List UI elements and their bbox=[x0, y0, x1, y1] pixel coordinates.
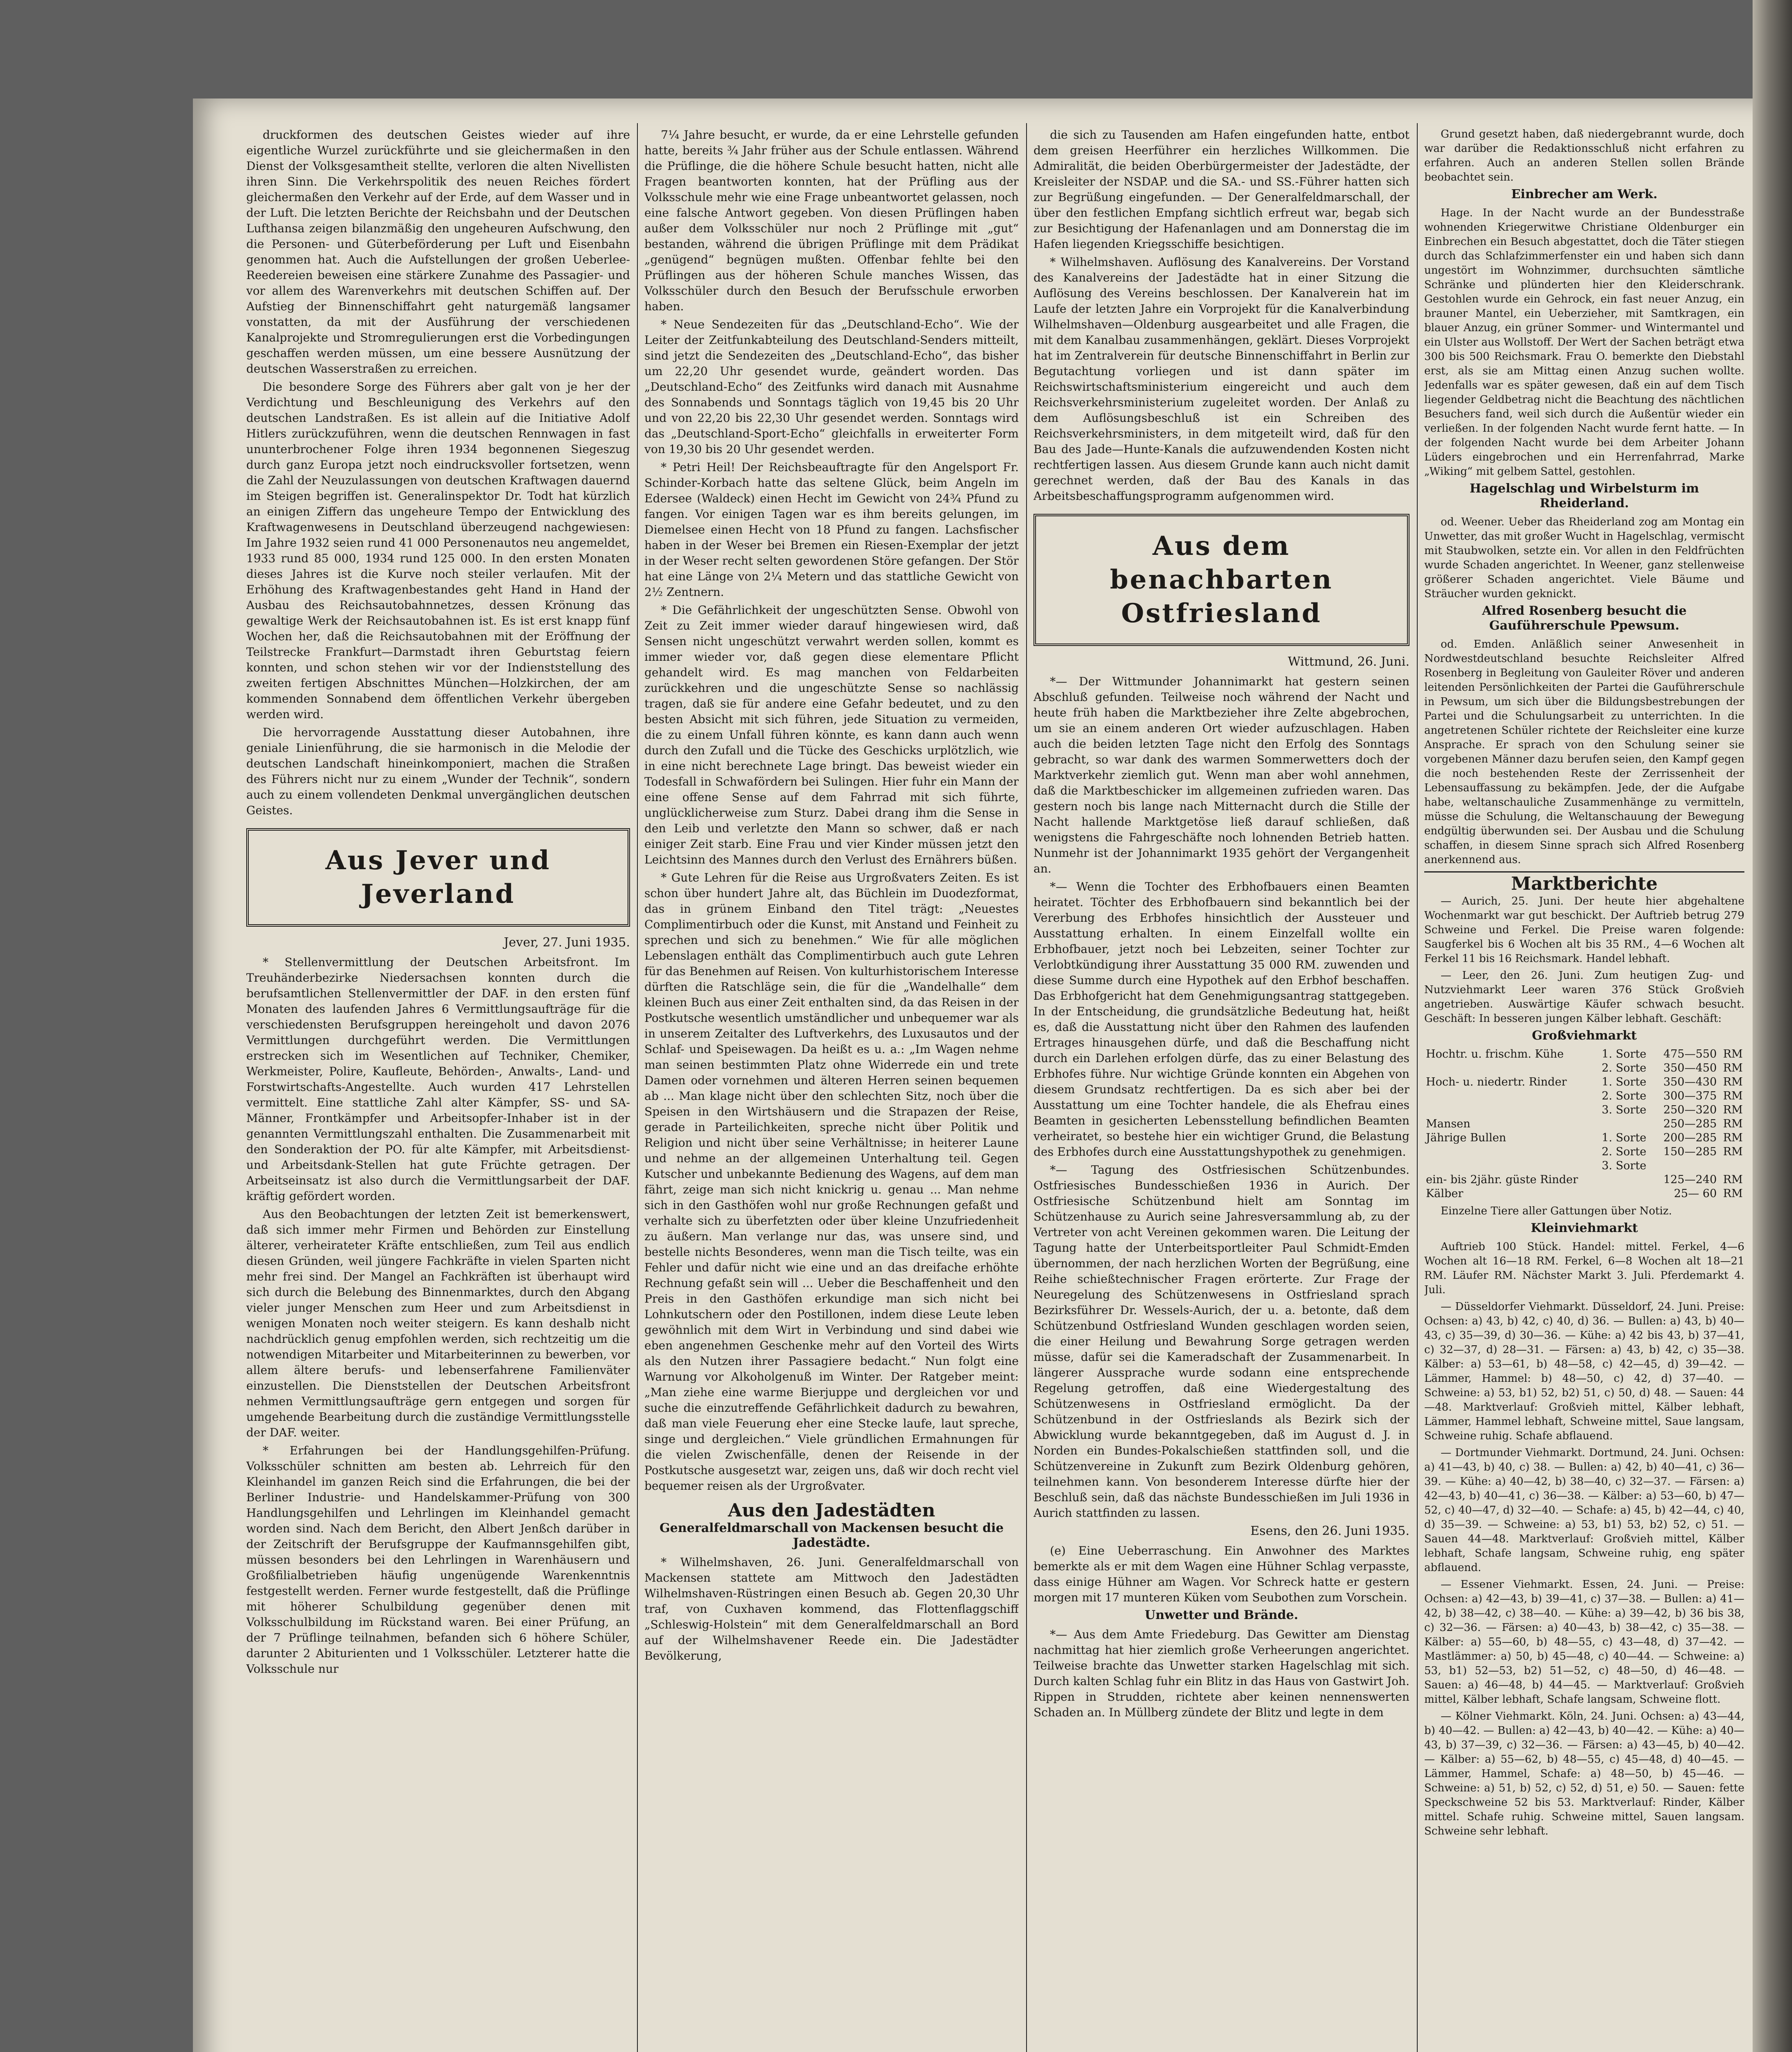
price-unit: RM bbox=[1723, 1076, 1743, 1088]
article-paragraph: druckformen des deutschen Geistes wieder auf ihre eigentliche Wurzel zurückführte und sie gleichermaßen in den Dienst der Volksgesamtheit stellte, verloren die alten Nivellisten ihren Sinn. Die Verkehrspolitik des neuen Reiches fördert gleichermaßen den Verkehr auf der Erde, auf dem Wasser und in der Luft. Die letzten Berichte der Reichsbahn und der Deutschen Lufthansa zeigen bilanzmäßig den ungeheuren Aufschwung, den die Personen- und Güterbeförderung per Luft und Eisenbahn genommen hat. Auch die Aufstellungen der großen Ueberlee-Reedereien beweisen eine stärkere Zunahme des Passagier- und vor allem des Warenverkehrs mit deutschen Schiffen auf. Der Aufstieg der Binnenschiffahrt geht naturgemäß langsamer vonstatten, da mit der Ausführung der verschiedenen Kanalprojekte und Stromregulierungen erst die Vorbedingungen geschaffen werden müssen, um eine bessere Ausnützung der deutschen Wasserstraßen zu erreichen. bbox=[246, 128, 630, 376]
price-unit: RM bbox=[1723, 1048, 1743, 1060]
article-paragraph: * Neue Sendezeiten für das „Deutschland-Echo“. Wie der Leiter der Zeitfunkabteilung des Deutschland-Senders mitteilt, sind jetzt die Sendezeiten des „Deutschland-Echo“, das bisher um 22,20 Uhr gesendet wurde, geändert worden. Das „Deutschland-Echo“ des Zeitfunks wird danach mit Ausnahme des Sonnabends und Sonntags täglich von 19,45 bis 20 Uhr und von 22,20 bis 22,30 Uhr gesendet werden. Sonntags wird das „Deutschland-Sport-Echo“ gleichfalls in erweiterter Form von 19,30 bis 20 Uhr gesendet werden. bbox=[644, 318, 1019, 456]
subheading: Großviehmarkt bbox=[1532, 1028, 1637, 1043]
price-range bbox=[1654, 1159, 1718, 1173]
market-paragraph: — Dortmunder Viehmarkt. Dortmund, 24. Juni. Ochsen: a) 41—43, b) 40, c) 38. — Bullen: a) 42, b) 40—41, c) 36—39. — Kühe: a) 40—42, b) 38—40, c) 32—37. — Färsen: a) 42—43, b) 40—41, c) 36—38. — Kälber: a) 53—60, b) 47—52, c) 40—47, d) 32—40. — Schafe: a) 45, b) 42—44, c) 40, d) 35—39. — Schweine: a) 53, b1) 53, b2) 52, c) 51. — Sauen 44—48. Marktverlauf: Großvieh mittel, Kälber lebhaft, Schafe langsam, Schweine ruhig, eng später abflauend. bbox=[1424, 1447, 1744, 1574]
article-paragraph: Die besondere Sorge des Führers aber galt von je her der Verdichtung und Beschleunigung des Verkehrs auf den deutschen Landstraßen. Es ist allein auf die Initiative Adolf Hitlers zurückzuführen, wenn die deutschen Rennwagen in fast ununterbrochener Folge ihren 1934 begonnenen Siegeszug durch ganz Europa jetzt noch eindrucksvoller fortsetzen, wenn die Zahl der Neuzulassungen von deutschen Kraftwagen dauernd im Steigen begriffen ist. Generalinspektor Dr. Todt hat kürzlich an einigen Ziffern das ungeheure Tempo der Entwicklung des Kraftwagenwesens in Deutschland überzeugend nachgewiesen: Im Jahre 1932 seien rund 41 000 Personenautos neu angemeldet, 1933 rund 85 000, 1934 rund 125 000. In den ersten Monaten dieses Jahres ist die Kurve noch steiler verlaufen. Mit der Erhöhung des Kraftwagenbestandes geht Hand in Hand der Ausbau des Reichsautobahnnetzes, dessen Krönung das gewaltige Werk der Reichsautobahnen ist. Es ist erst knapp fünf Wochen her, daß die Reichsautobahnen mit der Eröffnung der Teilstrecke Frankfurt—Darmstadt ihren Geburtstag feiern konnten, und schon stehen wir vor der Indienststellung des zweiten fertigen Abschnittes München—Holzkirchen, der am kommenden Sonnabend dem öffentlichen Verkehr übergeben werden wird. bbox=[246, 380, 630, 721]
article-paragraph: * Petri Heil! Der Reichsbeauftragte für den Angelsport Fr. Schinder-Korbach hatte das seltene Glück, beim Angeln im Edersee (Waldeck) einen Hecht im Gewicht von 24¾ Pfund zu fangen. Vor einigen Tagen war es ihm bereits gelungen, im Diemelsee einen Hecht von 18 Pfund zu fangen. Lachsfischer haben in der Weser bei Bremen ein Riesen-Exemplar der jetzt in der Weser recht selten gewordenen Störe gefangen. Der Stör hat eine Länge von 2¼ Metern und das stattliche Gewicht von 2½ Zentnern. bbox=[644, 460, 1019, 599]
market-paragraph: — Düsseldorfer Viehmarkt. Düsseldorf, 24. Juni. Preise: Ochsen: a) 43, b) 42, c) 40, d) 36. — Bullen: a) 43, b) 40—43, c) 35—39, d) 30—36. — Kühe: a) 42 bis 43, b) 37—41, c) 32—37, d) 28—31. — Färsen: a) 43, b) 42, c) 35—38. Kälber: a) 53—61, b) 48—58, c) 42—45, d) 39—42. — Lämmer, Hammel: b) 48—50, c) 42, d) 37—40. — Schweine: a) 53, b1) 52, b2) 51, c) 50, d) 48. — Sauen: 44—48. Marktverlauf: Großvieh mittel, Kälber lebhaft, Lämmer, Hammel lebhaft, Schweine mittel, Saue langsam, Schweine ruhig. Schafe abflauend. bbox=[1424, 1301, 1744, 1442]
article-paragraph: Hage. In der Nacht wurde an der Bundesstraße wohnenden Kriegerwitwe Christiane Oldenburger ein Einbrechen ein Besuch abgestattet, doch die Täter stiegen durch das Schlafzimmerfenster ein und haben sich dann ungestört im Wohnzimmer, durchsuchten sämtliche Schränke und plünderten hier den Kleiderschrank. Gestohlen wurde ein Gehrock, ein fast neuer Anzug, ein brauner Mantel, ein Ueberzieher, mit Samtkragen, ein blauer Anzug, ein grüner Sommer- und Wintermantel und ein Ulster aus Wollstoff. Der Wert der Sachen beträgt etwa 300 bis 500 Reichsmark. Frau O. bemerkte den Diebstahl erst, als sie am Mittag einen Anzug suchen wollte. Jedenfalls war es später gewesen, daß ein auf dem Tisch liegender Geldbetrag nicht die Beachtung des nächtlichen Besuchers fand, weil sich durch die Außentür wieder ein verließen. In der folgenden Nacht wurde fernt hatte. — In der folgenden Nacht wurde bei dem Arbeiter Johann Lüders eingebrochen und ein Herrenfahrrad, Marke „Wiking“ mit gelbem Sattel, gestohlen. bbox=[1424, 207, 1744, 478]
price-category: ein- bis 2jähr. güste Rinder bbox=[1426, 1173, 1578, 1186]
price-range: 150—285 bbox=[1663, 1145, 1717, 1158]
price-category: Mansen bbox=[1426, 1118, 1471, 1130]
market-paragraph: — Aurich, 25. Juni. Der heute hier abgehaltene Wochenmarkt war gut beschickt. Der Auftrieb betrug 279 Schweine und Ferkel. Die Preise waren folgende: Saugferkel bis 6 Wochen alt bis 35 RM., 4—6 Wochen alt Ferkel 11 bis 16 Reichsmark. Handel lebhaft. bbox=[1424, 895, 1744, 965]
subheading: Hagelschlag und Wirbelsturm im Rheiderland. bbox=[1469, 481, 1699, 511]
article-paragraph: * Stellenvermittlung der Deutschen Arbeitsfront. Im Treuhänderbezirke Niedersachsen konnten durch die berufsamtlichen Stellenvermittler der DAF. in den ersten fünf Monaten des laufenden Jahres 6 Vermittlungsaufträge für die verschiedensten Berufsgruppen hereingeholt und davon 2076 Vermittlungen durchgeführt werden. Die Vermittlungen erstrecken sich im Wesentlichen auf Techniker, Chemiker, Werkmeister, Polire, Kaufleute, Behörden-, Anwalts-, Land- und Forstwirtschafts-Angestellte. Auch wurden 417 Lehrstellen vermittelt. Eine stattliche Zahl alter Kämpfer, SS- und SA-Männer, Frontkämpfer und Arbeitsopfer-Inhaber ist in der genannten Vermittlungszahl enthalten. Die Zusammenarbeit mit den Sonderaktion der PO. für alte Kämpfer, mit Arbeitsdienst- und Arbeitsdank-Stellen hat gute Früchte getragen. Der Arbeitseinsatz ist also durch die Vermittlungsarbeit der DAF. kräftig gefördert worden. bbox=[246, 955, 630, 1203]
subheading: Kleinviehmarkt bbox=[1531, 1221, 1638, 1235]
price-row bbox=[1424, 1117, 1744, 1131]
article-paragraph: *— Tagung des Ostfriesischen Schützenbundes. Ostfriesisches Bundesschießen 1936 in Aurich. Der Ostfriesische Schützenbund hielt am Sonntag im Schützenhause zu Aurich seine Jahresversammlung ab, zu der Vertreter von acht Vereinen gekommen waren. Die Leitung der Tagung hatte der Unterbeitsportleiter Paul Schmidt-Emden übernommen, der nach herzlichen Worten der Begrüßung, eine Reihe schießtechnischer Fragen erörterte. Zur Frage der Neuregelung des Schützenwesens in Ostfriesland sprach Bezirksführer Dr. Wessels-Aurich, der u. a. betonte, daß dem Schützenbund Ostfriesland Wunden geschlagen worden seien, die einer Heilung und Bewahrung Sorge getragen werden müsse, dafür sei die Kameradschaft der Zusammenarbeit. In längerer Aussprache wurde sodann eine entsprechende Regelung getroffen, daß eine Wiedergestaltung des Schützenwesens in Ostfriesland ermöglicht. Da der Schützenbund in der Ostfrieslands als Bezirk sich der Abwicklung wurde bekanntgegeben, daß im August d. J. in Norden ein Bundes-Pokalschießen stattfinden soll, und die Schützenvereine in Zukunft zum Bezirk Oldenburg gehören, teilnehmen kann. Von besonderem Interesse dürfte hier der Beschluß sein, daß das nächste Bundesschießen im Juli 1936 in Aurich stattfinden zu lassen. bbox=[1033, 1163, 1409, 1520]
price-range: 125—240 bbox=[1663, 1173, 1717, 1186]
market-paragraph: — Leer, den 26. Juni. Zum heutigen Zug- und Nutzviehmarkt Leer waren 376 Stück Großvieh angetrieben. Auswärtige Käufer schwach besucht. Geschäft: In besseren jungen Kälber lebhaft. Geschäft: bbox=[1424, 969, 1744, 1025]
market-reports-title: Marktberichte bbox=[1511, 873, 1658, 894]
article-paragraph: * Erfahrungen bei der Handlungsgehilfen-Prüfung. Volksschüler schnitten am besten ab. Lehrreich für den Kleinhandel im ganzen Reich sind die Erfahrungen, die bei der Berliner Industrie- und Handelskammer-Prüfung von 300 Handlungsgehilfen und Lehrlingen im Kleinhandel gemacht worden sind. Nach dem Bericht, den Albert Jenßch darüber in der Zeitschrift der Berufsgruppe der Kaufmannsgehilfen gibt, müssen besonders bei den Lehrlingen in Warenhäusern und Großfilialbetrieben häufig ungenügende Warenkenntnis festgestellt werden. Ferner wurde festgestellt, daß die Prüflinge mit höherer Schulbildung gegenüber denen mit Volksschulbildung im Rückstand waren. Bei einer Prüfung, an der 7 Prüflinge teilnahmen, befanden sich 6 höhere Schüler, darunter 2 Abiturienten und 1 Volksschüler. Letzterer hatte die Volksschule nur bbox=[246, 1444, 630, 1676]
price-grade: 2. Sorte bbox=[1602, 1062, 1647, 1074]
price-unit: RM bbox=[1723, 1090, 1743, 1102]
price-category: Jährige Bullen bbox=[1426, 1131, 1506, 1144]
price-range: 350—450 bbox=[1663, 1062, 1717, 1074]
market-paragraph: Einzelne Tiere aller Gattungen über Notiz. bbox=[1441, 1205, 1672, 1217]
price-range: 250—320 bbox=[1663, 1104, 1717, 1116]
price-unit: RM bbox=[1723, 1145, 1743, 1158]
section-title-jadestaedte: Aus den Jadestädten bbox=[728, 1500, 935, 1521]
column-2 bbox=[644, 127, 1019, 2052]
article-paragraph: od. Emden. Anläßlich seiner Anwesenheit in Nordwestdeutschland besuchte Reichsleiter Alfred Rosenberg in Begleitung von Gauleiter Röver und anderen leitenden Persönlichkeiten der Partei die Gauführerschule in Pewsum, um sich über die Bildungsbestrebungen der Partei und die Schulungsarbeit zu unterrichten. In die angetretenen Schüler richtete der Reichsleiter eine kurze Ansprache. Er sprach von den Schulung seiner sie vorgebenen Männer dazu berufen seien, den Kampf gegen die noch bestehenden Reste der Zerrissenheit der Lebensauffassung zu bekämpfen. Jede, der die Aufgabe habe, weltanschauliche Zusammenhänge zu vermitteln, müsse die Schulung, die Weltanschauung der Bewegung endgültig überwunden sei. Der Ausbau und die Schulung schaffen, in diesem Sinne sprach sich Alfred Rosenberg anerkennend aus. bbox=[1424, 638, 1744, 866]
price-category bbox=[1424, 1159, 1600, 1173]
price-row bbox=[1424, 1159, 1744, 1173]
price-grade: 3. Sorte bbox=[1602, 1104, 1647, 1116]
article-paragraph: *— Der Wittmunder Johannimarkt hat gestern seinen Abschluß gefunden. Teilweise noch während der Nacht und heute früh haben die Marktbezieher ihre Zelte abgebrochen, um sie an einem anderen Ort wieder aufzuschlagen. Haben auch die beiden letzten Tage nicht den Erfolg des Sonntags gebracht, so war dank des warmen Sommerwetters doch der Marktverkehr ziemlich gut. Wenn man aber wohl annehmen, daß die Marktbeschicker im allgemeinen zufrieden waren. Das gestern noch bis lange nach Mitternacht durch die Stille der Nacht hallende Marktgetöse ließ darauf schließen, daß wenigstens die Fahrgeschäfte noch lohnenden Betrieb hatten. Nunmehr ist der Johannimarkt 1935 gehört der Vergangenheit an. bbox=[1033, 675, 1409, 875]
page-edge bbox=[1753, 0, 1792, 2052]
price-grade bbox=[1600, 1173, 1654, 1187]
subheading: Unwetter und Brände. bbox=[1145, 1608, 1298, 1622]
price-unit: RM bbox=[1723, 1187, 1743, 1200]
price-grade bbox=[1600, 1187, 1654, 1201]
divider bbox=[1424, 871, 1744, 873]
price-row bbox=[1424, 1061, 1744, 1075]
dateline: Esens, den 26. Juni 1935. bbox=[1250, 1524, 1409, 1538]
column-1 bbox=[246, 127, 630, 2052]
subheading: Alfred Rosenberg besucht die Gauführerschule Ppewsum. bbox=[1482, 604, 1687, 633]
dateline: Wittmund, 26. Juni. bbox=[1288, 655, 1409, 669]
market-paragraph: — Essener Viehmarkt. Essen, 24. Juni. — Preise: Ochsen: a) 42—43, b) 39—41, c) 37—38. — Bullen: a) 41—42, b) 38—42, c) 38—40. — Kühe: a) 39—42, b) 36 bis 38, c) 32—36. — Färsen: a) 40—43, b) 38—42, c) 35—38. — Kälber: a) 55—60, b) 48—55, c) 43—48, d) 37—42. — Mastlämmer: a) 50, b) 45—48, c) 40—44. — Schweine: a) 53, b1) 52—53, b2) 51—52, c) 48—50, d) 46—48. — Sauen: a) 46—48, b) 44—45. — Marktverlauf: Großvieh mittel, Kälber lebhaft, Schafe langsam, Schweine flott. bbox=[1424, 1578, 1744, 1706]
article-paragraph: od. Weener. Ueber das Rheiderland zog am Montag ein Unwetter, das mit großer Wucht in Hagelschlag, vermischt mit Staubwolken, setzte ein. Vor allen in den Feldfrüchten wurde Schaden angerichtet. In Weener, ganz stellenweise größerer Schaden angerichtet. Viele Bäume und Sträucher wurden geknickt. bbox=[1424, 516, 1744, 600]
price-category: Kälber bbox=[1426, 1187, 1464, 1200]
price-range: 200—285 bbox=[1663, 1131, 1717, 1144]
article-paragraph: * Gute Lehren für die Reise aus Urgroßvaters Zeiten. Es ist schon über hundert Jahre alt, das Büchlein im Duodezformat, das in grünem Einband den Titel trägt: „Neuestes Complimentirbuch oder die Kunst, mit Anstand und Feinheit zu sprechen und sich zu benehmen.“ Wie für alle möglichen Lebenslagen enthält das Complimentirbuch auch gute Lehren für das Benehmen auf Reisen. Von kulturhistorischem Interesse dürften die Ratschläge sein, die für die „Wandelhalle“ dem kleinen Buch aus einer Zeit enthalten sind, da das Reisen in der Postkutsche wesentlich umständlicher und unbequemer war als in unserem Zeitalter des Luftverkehrs, des Luxusautos und der Schlaf- und Speisewagen. Da heißt es u. a.: „Im Wagen nehme man seinen bestimmten Platz ohne Widerrede ein und trete Damen oder vornehmen und älteren Herren seinen bequemen ab ... Man klage nicht über den schlechten Sitz, noch über die Speisen in den Wirtshäusern und die Strapazen der Reise, gerade in Parteilichkeiten, spreche nicht über Politik und Religion und nicht über seine Verhältnisse; in heiterer Laune und nehme an der allgemeinen Unterhaltung teil. Gegen Kutscher und unbekannte Bedienung des Wagens, auf dem man fährt, zeige man sich nicht knickrig u. genau ... Man nehme sich in den Gasthöfen wohl nur große Rechnungen gefaßt und verhalte sich zu überfetzten oder über kleine Unzufriedenheit zu äußern. Man verlange nur das, was unsere sind, und bestelle nichts Besonderes, wenn man die Tisch teilte, was ein Fehler und dafür nicht wie eine und an das dreifache erhöhte Rechnung gefaßt sein will ... Ueber die Beschaffenheit und den Preis in den Gasthöfen erkundige man sich nicht bei Lohnkutschern oder den Postillonen, indem diese Leute leben gewöhnlich mit dem Wirt in Verbindung und sind dabei wie eben angenehmen Geschenke mehr auf den Vorteil des Wirts als den Nutzen ihrer Passagiere bedacht.“ Nun folgt eine Warnung vor Alkoholgenuß im Winter. Der Ratgeber meint: „Man ziehe eine warme Bierjuppe und dergleichen vor und suche die einzutreffende Gefährlichkeit dadurch zu bewahren, daß man viele Feuerung eher eine Stecke laufe, laut spreche, singe und dergleichen.“ Viele gründlichen Ermahnungen für die vielen Zwischenfälle, denen der Reisende in der Postkutsche ausgesetzt war, zeigen uns, daß wir doch recht viel bequemer reisen als der Urgroßvater. bbox=[644, 871, 1019, 1493]
price-unit: RM bbox=[1723, 1131, 1743, 1144]
article-paragraph: Grund gesetzt haben, daß niedergebrannt wurde, doch war darüber die Redaktionsschluß nicht erfahren zu erfahren. Auch an anderen Stellen sollen Brände beobachtet sein. bbox=[1424, 128, 1744, 183]
price-table bbox=[1424, 1047, 1744, 1201]
price-category bbox=[1424, 1103, 1600, 1117]
price-range: 300—375 bbox=[1663, 1090, 1717, 1102]
column-rule bbox=[637, 123, 638, 2052]
section-title-ostfriesland: Aus dem benachbarten Ostfriesland bbox=[1033, 514, 1409, 646]
price-grade: 2. Sorte bbox=[1602, 1090, 1647, 1102]
price-grade bbox=[1600, 1117, 1654, 1131]
market-paragraph: — Kölner Viehmarkt. Köln, 24. Juni. Ochsen: a) 43—44, b) 40—42. — Bullen: a) 42—43, b) 40—42. — Kühe: a) 40—43, b) 37—39, c) 32—36. — Färsen: a) 43—45, b) 40—42. — Kälber: a) 55—62, b) 48—55, c) 45—48, d) 40—45. — Lämmer, Hammel, Schafe: a) 48—50, b) 45—46. — Schweine: a) 51, b) 52, c) 52, d) 51, e) 50. — Sauen: fette Speckschweine 52 bis 53. Marktverlauf: Rinder, Kälber mittel. Schafe ruhig. Schweine mittel, Sauen langsam. Schweine sehr lebhaft. bbox=[1424, 1710, 1744, 1837]
article-paragraph: *— Wenn die Tochter des Erbhofbauers einen Beamten heiratet. Töchter des Erbhofbauern sind bekanntlich bei der Vererbung des Erbhofes hinsichtlich der Aussteuer und Ausstattung erhalten. In einem Einzelfall wollte ein Erbhofbauer, jetzt noch bei Lebzeiten, seiner Tochter zur Verlobtkündigung ihrer Ausstattung 35 000 RM. zuwenden und diese Summe durch eine Hypothek auf den Erbhof beschaffen. Das Erbhofgericht hat dem Genehmigungsantrag stattgegeben. In der Entscheidung, die grundsätzliche Bedeutung hat, heißt es, daß die Ausstattung nicht über den Rahmen des laufenden Ertrages hinausgehen dürfe, und daß die Beschaffung nicht durch ein Darlehen erfolgen dürfe, das zu einer Belastung des Erbhofes führe. Nur wichtige Gründe konnten ein Abgehen von diesem Grundsatz rechtfertigen. Da es sich aber bei der Ausstattung um eine Tochter handele, die als Ehefrau eines Beamten in gesicherten Lebensstellung befindlichen Beamten verheiratet, so bestehe hier ein wichtiger Grund, die Belastung des Erbhofes durch eine Ausstattungshypothek zu genehmigen. bbox=[1033, 880, 1409, 1159]
article-paragraph: *— Aus dem Amte Friedeburg. Das Gewitter am Dienstag nachmittag hat hier ziemlich große Verheerungen angerichtet. Teilweise brachte das Unwetter starken Hagelschlag mit sich. Durch kalten Schlag fuhr ein Blitz in das Haus von Gastwirt Joh. Rippen in Strudden, richtete aber keinen nennenswerten Schaden an. In Müllberg zündete der Blitz und legte in dem bbox=[1033, 1628, 1409, 1719]
dateline: Jever, 27. Juni 1935. bbox=[504, 935, 630, 950]
price-unit: RM bbox=[1723, 1104, 1743, 1116]
price-category: Hochtr. u. frischm. Kühe bbox=[1426, 1048, 1564, 1060]
price-row bbox=[1424, 1131, 1744, 1145]
price-category: Hoch- u. niedertr. Rinder bbox=[1426, 1076, 1567, 1088]
price-row bbox=[1424, 1075, 1744, 1089]
price-range: 250—285 bbox=[1663, 1118, 1717, 1130]
price-grade: 2. Sorte bbox=[1602, 1145, 1647, 1158]
price-grade: 1. Sorte bbox=[1602, 1131, 1647, 1144]
price-row bbox=[1424, 1089, 1744, 1103]
article-paragraph: die sich zu Tausenden am Hafen eingefunden hatte, entbot dem greisen Heerführer ein herzliches Willkommen. Die Admiralität, die beiden Oberbürgermeister der Jadestädte, der Kreisleiter der NSDAP. und die SA.- und SS.-Führer hatten sich zur Begrüßung eingefunden. — Der Generalfeldmarschall, der über den festlichen Empfang sichtlich erfreut war, begab sich zur Besichtigung der Hafenanlagen und am Donnerstag die im Hafen liegenden Kriegsschiffe besichtigen. bbox=[1033, 128, 1409, 251]
price-unit: RM bbox=[1723, 1118, 1743, 1130]
column-4 bbox=[1424, 127, 1744, 2052]
market-paragraph: Auftrieb 100 Stück. Handel: mittel. Ferkel, 4—6 Wochen alt 16—18 RM. Ferkel, 6—8 Wochen alt 18—21 RM. Läufer RM. Nächster Markt 3. Juli. Pferdemarkt 4. Juli. bbox=[1424, 1241, 1744, 1296]
price-row bbox=[1424, 1187, 1744, 1201]
column-rule bbox=[1417, 123, 1418, 2052]
price-row bbox=[1424, 1145, 1744, 1159]
price-category bbox=[1424, 1145, 1600, 1159]
price-row bbox=[1424, 1047, 1744, 1061]
column-3 bbox=[1033, 127, 1409, 2052]
article-paragraph: * Wilhelmshaven, 26. Juni. Generalfeldmarschall von Mackensen stattete am Mittwoch den Jadestädten Wilhelmshaven-Rüstringen einen Besuch ab. Gegen 20,30 Uhr traf, von Cuxhaven kommend, das Flottenflaggschiff „Schleswig-Holstein“ mit dem Generalfeldmarschall an Bord auf der Wilhelmshavener Reede ein. Die Jadestädter Bevölkerung, bbox=[644, 1555, 1019, 1663]
price-grade: 3. Sorte bbox=[1602, 1159, 1647, 1172]
price-unit bbox=[1719, 1159, 1744, 1173]
price-range: 25— 60 bbox=[1674, 1187, 1717, 1200]
article-paragraph: 7¼ Jahre besucht, er wurde, da er eine Lehrstelle gefunden hatte, bereits ¾ Jahr früher aus der Schule entlassen. Während die Prüflinge, die die höhere Schule besucht hatten, nicht alle Fragen beantworten konnten, hat der Prüfling aus der Volksschule mehr wie eine Frage unbeantwortet gelassen, noch eine falsche Antwort gegeben. Von diesen Prüflingen haben außer dem Volksschüler nur noch 2 Prüflinge mit „gut“ bestanden, während die übrigen Prüflinge mit dem Prädikat „genügend“ begnügen mußten. Offenbar fehlte bei den Prüflingen aus der höheren Schule manches Wissen, das Volksschüler durch den Besuch der Berufsschule erworben haben. bbox=[644, 128, 1019, 313]
price-range: 350—430 bbox=[1663, 1076, 1717, 1088]
price-row bbox=[1424, 1103, 1744, 1117]
article-paragraph: Die hervorragende Ausstattung dieser Autobahnen, ihre geniale Linienführung, die sie harmonisch in die Melodie der deutschen Landschaft hineinkomponiert, machen die Straßen des Führers nicht nur zu einem „Wunder der Technik“, sondern auch zu einem vollendeten Denkmal unvergänglichen deutschen Geistes. bbox=[246, 726, 630, 817]
article-paragraph: (e) Eine Ueberraschung. Ein Anwohner des Marktes bemerkte als er mit dem Wagen eine Hühner Schlag verpasste, dass einige Hühner am Wagen. Vor Schreck hatte er gestern morgen mit 17 munteren Küken vom Seubothen zum Vorschein. bbox=[1033, 1544, 1409, 1604]
price-category bbox=[1424, 1089, 1600, 1103]
price-unit: RM bbox=[1723, 1173, 1743, 1186]
price-grade: 1. Sorte bbox=[1602, 1048, 1647, 1060]
subheading: Einbrecher am Werk. bbox=[1511, 187, 1658, 202]
section-title-jever: Aus Jever und Jeverland bbox=[246, 828, 630, 927]
price-category bbox=[1424, 1061, 1600, 1075]
column-rule bbox=[1026, 123, 1027, 2052]
price-grade: 1. Sorte bbox=[1602, 1076, 1647, 1088]
price-unit: RM bbox=[1723, 1062, 1743, 1074]
article-paragraph: * Wilhelmshaven. Auflösung des Kanalvereins. Der Vorstand des Kanalvereins der Jadestädte hat in einer Sitzung die Auflösung des Vereins beschlossen. Der Kanalverein hat im Laufe der letzten Jahre ein Vorprojekt für die Kanalverbindung Wilhelmshaven—Oldenburg ausgearbeitet und alle Fragen, die mit dem Kanalbau zusammenhängen, geklärt. Dieses Vorprojekt hat im Zentralverein für deutsche Binnenschiffahrt in Berlin zur Begutachtung vorliegen und ist dann später im Reichswirtschaftsministerium eingereicht und auch dem Reichsverkehrsministerium zugeleitet worden. Der Anlaß zu dem Auflösungsbeschluß ist ein Schreiben des Reichsverkehrsministers, in dem mitgeteilt wird, daß für den Bau des Jade—Hunte-Kanals die aufzuwendenden Kosten nicht rechtfertigen lassen. Aus diesem Grunde kann auch nicht damit gerechnet werden, daß der Bau des Kanals in das Arbeitsbeschaffungsprogramm aufgenommen wird. bbox=[1033, 255, 1409, 503]
section-subtitle: Generalfeldmarschall von Mackensen besucht die Jadestädte. bbox=[659, 1521, 1004, 1550]
price-row bbox=[1424, 1173, 1744, 1187]
price-range: 475—550 bbox=[1663, 1048, 1717, 1060]
article-paragraph: * Die Gefährlichkeit der ungeschützten Sense. Obwohl von Zeit zu Zeit immer wieder darauf hingewiesen wird, daß Sensen nicht ungeschützt verwahrt werden sollen, kommt es immer wieder vor, daß gegen diese elementare Pflicht gehandelt wird. Es mag manchen von Feldarbeiten zurückkehren und die ungeschützte Sense so nachlässig tragen, daß sie für andere eine Gefahr bedeutet, und zu den besten Absicht mit sich führen, jede Situation zu vermeiden, die zu einem Unfall führen könnte, es kann dann auch wenn durch den Zufall und die Tücke des Geschicks urplötzlich, wie in eine nicht berechnete Lage bringt. Das beweist wieder ein Todesfall in Schwafördern bei Sulingen. Hier fuhr ein Mann der eine offene Sense auf dem Fahrrad mit sich führte, unglücklicherweise zum Sturz. Dabei drang ihm die Sense in den Leib und verletzte den Mann so schwer, daß er nach einiger Zeit starb. Eine Frau und vier Kinder müssen jetzt den Leichtsinn des Mannes durch den Verlust des Ernährers büßen. bbox=[644, 603, 1019, 866]
article-paragraph: Aus den Beobachtungen der letzten Zeit ist bemerkenswert, daß sich immer mehr Firmen und Behörden zur Einstellung älterer, verheirateter Kräfte entschließen, zum Teil aus endlich diesen Gründen, weil jüngere Fachkräfte in vielen Sparten nicht mehr frei sind. Der Mangel an Fachkräften ist überhaupt wird sich durch die Belebung des Binnenmarktes, durch den Abgang vieler junger Menschen zum Heer und zum Arbeitsdienst in wenigen Monaten noch weiter steigern. Es kann deshalb nicht nachdrücklich genug empfohlen werden, sich rechtzeitig um die notwendigen Mitarbeiter und Mitarbeiterinnen zu bewerben, vor allem ältere berufs- und lebenserfahrene Familienväter einzustellen. Die Dienststellen der Deutschen Arbeitsfront nehmen Vermittlungsaufträge gern entgegen und sorgen für umgehende Bearbeitung durch die zuständige Vermittlungsstelle der DAF. weiter. bbox=[246, 1207, 630, 1439]
